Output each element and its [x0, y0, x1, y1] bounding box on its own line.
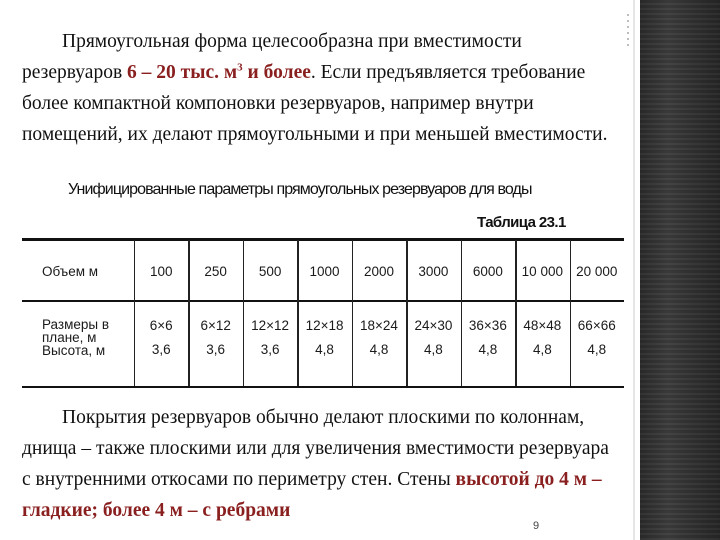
column-divider: [461, 240, 462, 386]
intro-line-4: помещений, их делают прямоугольными и при меньшей вместимости.: [22, 124, 608, 145]
sizes-row-label-1: Размеры в: [42, 317, 110, 332]
height-cell: 4,8: [587, 342, 607, 357]
size-cell: 66×66: [577, 318, 616, 333]
volume-row-label: Объем м: [42, 264, 99, 279]
column-divider: [406, 240, 407, 386]
volume-cell: 500: [258, 264, 282, 279]
sizes-row-label-2: плане, м: [42, 330, 97, 345]
slide-edge-line: [633, 0, 635, 540]
volume-cell: 10 000: [521, 264, 563, 279]
column-divider: [352, 240, 353, 386]
parameters-table: [22, 234, 624, 391]
volume-cell: 3000: [418, 264, 449, 279]
height-cell: 4,8: [424, 342, 443, 357]
table-top-rule: [22, 238, 624, 241]
column-divider: [134, 240, 135, 386]
table-caption: Унифицированные параметры прямоугольных резервуаров для воды: [68, 181, 532, 198]
volume-cell: 2000: [363, 264, 394, 279]
roofs-line-4: гладкие; более 4 м – с ребрами: [22, 500, 291, 521]
height-row-label: Высота, м: [42, 343, 106, 358]
column-divider: [570, 240, 571, 386]
intro-line-3: более компактной компоновки резервуаров, например внутри: [22, 93, 534, 114]
table-number: Таблица 23.1: [477, 214, 566, 231]
size-cell: 24×30: [414, 318, 453, 333]
column-divider: [297, 240, 298, 386]
capacity-range: 6 – 20 тыс. м: [127, 62, 238, 83]
size-cell: 12×18: [305, 318, 344, 333]
height-cell: 4,8: [478, 342, 498, 357]
volume-cell: 100: [149, 264, 173, 279]
roofs-paragraph: [22, 402, 609, 526]
decorative-dots: [626, 12, 630, 46]
size-cell: 36×36: [468, 318, 507, 333]
height-cell: 4,8: [369, 342, 389, 357]
column-divider: [515, 240, 516, 386]
height-cell: 3,6: [151, 342, 171, 357]
column-divider: [188, 240, 189, 386]
volume-cell: 20 000: [576, 264, 618, 279]
intro-paragraph: [22, 26, 607, 150]
roofs-line-1: Покрытия резервуаров обычно делают плоскими по колоннам,: [62, 407, 585, 428]
table-mid-rule: [22, 300, 624, 302]
height-cell: 3,6: [206, 342, 226, 357]
height-cell: 3,6: [260, 342, 280, 357]
wall-height-highlight: высотой до 4 м –: [455, 469, 602, 490]
table-bottom-rule: [22, 386, 624, 388]
size-cell: 12×12: [251, 318, 290, 333]
column-divider: [243, 240, 244, 386]
size-cell: 18×24: [360, 318, 398, 333]
roofs-line-2: днища – также плоскими или для увеличения вместимости резервуара: [22, 438, 609, 459]
dark-side-panel: [640, 0, 720, 540]
volume-cell: 250: [204, 264, 227, 279]
intro-line-2-start: резервуаров: [22, 62, 128, 83]
page-number: 9: [533, 520, 540, 532]
size-cell: 48×48: [523, 318, 562, 333]
volume-cell: 6000: [472, 264, 503, 279]
size-cell: 6×6: [149, 318, 173, 333]
cubic-superscript: 3: [237, 61, 243, 74]
volume-cell: 1000: [309, 264, 340, 279]
size-cell: 6×12: [200, 318, 231, 333]
and-more-text: и более: [242, 62, 311, 83]
intro-line-2: [22, 57, 607, 88]
intro-line-2-end: . Если предъявляется требование: [310, 62, 586, 83]
roofs-line-3-start: с внутренними откосами по периметру стен. Стены: [22, 469, 456, 490]
height-cell: 4,8: [315, 342, 334, 357]
height-cell: 4,8: [532, 342, 552, 357]
intro-line-1: Прямоугольная форма целесообразна при вместимости: [62, 31, 522, 52]
roofs-line-3: [22, 464, 609, 495]
